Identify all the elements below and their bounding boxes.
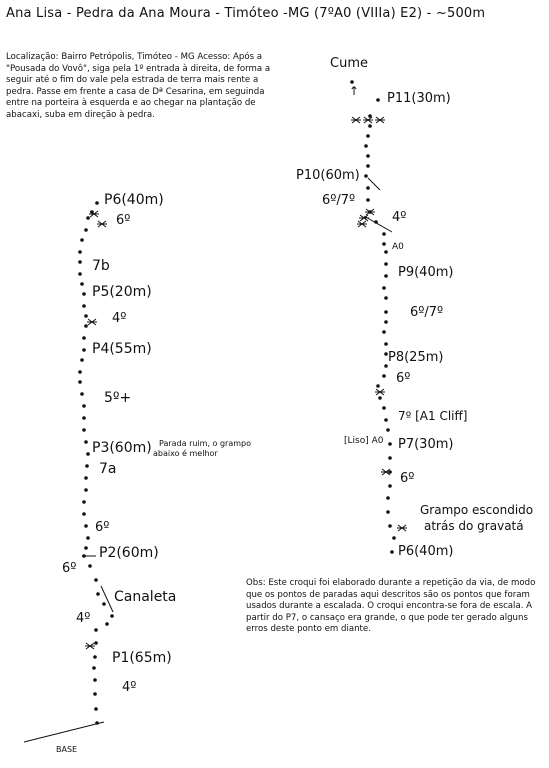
anchor-mark-11 <box>363 117 373 123</box>
right-dots-dot-3 <box>386 510 390 514</box>
right-dots-dot-30 <box>366 198 370 202</box>
left-dots-dot-24 <box>84 440 88 444</box>
p11-label: P11(30m) <box>387 91 451 106</box>
left-dots-dot-42 <box>80 238 84 242</box>
left-dots-dot-7 <box>94 628 98 632</box>
right-dots-dot-33 <box>366 164 370 168</box>
right-dots-dot-10 <box>384 418 388 422</box>
left-dots-dot-23 <box>86 452 90 456</box>
right-dots-dot-19 <box>384 320 388 324</box>
left-dots-dot-0 <box>95 721 99 725</box>
right-dots-dot-2 <box>388 524 392 528</box>
observation-text: Obs: Este croqui foi elaborado durante a repetição da via, de modo que os pontos de paradas aqui descritos são os pontos que foram usados durante a escalada. O croqui encontra-se fora de escala. A partir do P7, o cansaço era grande, o que pode ter gerado alguns erros deste ponto em diante. <box>246 578 536 635</box>
left-dots-dot-6 <box>94 641 98 645</box>
left-dots-dot-41 <box>78 250 82 254</box>
right-dots-dot-35 <box>364 144 368 148</box>
left-dots-dot-34 <box>84 324 88 328</box>
right-dots-dot-21 <box>384 296 388 300</box>
right-dots-dot-9 <box>386 428 390 432</box>
right-dots-dot-1 <box>392 536 396 540</box>
right-dots-dot-26 <box>382 242 386 246</box>
left-dots-dot-18 <box>82 512 86 516</box>
anchor-mark-10 <box>351 117 361 123</box>
p9-label: P9(40m) <box>398 265 454 280</box>
anchor-mark-3 <box>97 221 107 227</box>
right-dots-dot-28 <box>374 220 378 224</box>
left-dots-dot-25 <box>82 428 86 432</box>
p2-label: P2(60m) <box>99 545 159 561</box>
left-dots-dot-33 <box>82 336 86 340</box>
grade-6-p2: 6º <box>62 561 77 576</box>
p4-label: P4(55m) <box>92 341 152 357</box>
grade-6-above-p2: 6º <box>95 520 110 535</box>
p1-label: P1(65m) <box>112 650 172 666</box>
left-dots-dot-2 <box>93 692 97 696</box>
right-dots-dot-7 <box>388 456 392 460</box>
left-dots-dot-36 <box>82 304 86 308</box>
left-dots-dot-27 <box>82 404 86 408</box>
grade-6-p6: 6º <box>116 213 131 228</box>
grade-4-lower: 4º <box>122 680 137 695</box>
grade-4-p10: 4º <box>392 210 407 225</box>
base-line <box>24 722 104 742</box>
right-dots-dot-17 <box>384 342 388 346</box>
grade-4-canaleta: 4º <box>76 611 91 626</box>
right-dots-dot-31 <box>366 186 370 190</box>
anchor-mark-0 <box>85 643 95 649</box>
left-dots-dot-5 <box>93 655 97 659</box>
p10-pointer <box>368 178 380 190</box>
right-dots-dot-0 <box>390 550 394 554</box>
left-dots-dot-12 <box>94 578 98 582</box>
left-dots-dot-44 <box>86 216 90 220</box>
left-dots-dot-4 <box>92 666 96 670</box>
right-dots-dot-8 <box>388 442 392 446</box>
right-dots-dot-32 <box>364 174 368 178</box>
right-dots-dot-27 <box>382 232 386 236</box>
right-dots-dot-13 <box>376 384 380 388</box>
base-label: BASE <box>56 745 78 754</box>
left-dots-dot-32 <box>82 348 86 352</box>
left-dots-dot-9 <box>110 614 114 618</box>
grade-7b: 7b <box>92 258 110 274</box>
p5-label: P5(20m) <box>92 284 152 300</box>
anchor-mark-4 <box>397 525 407 531</box>
right-dots-dot-4 <box>386 496 390 500</box>
anchor-mark-7 <box>359 215 369 221</box>
grampo-note-line1: Grampo escondido <box>420 503 534 517</box>
p6-left-label: P6(40m) <box>104 192 164 208</box>
left-dots-dot-39 <box>78 272 82 276</box>
grade-5-plus: 5º+ <box>104 390 132 406</box>
grampo-note-line2: atrás do gravatá <box>424 519 524 533</box>
left-dots-dot-13 <box>88 564 92 568</box>
right-dots-dot-18 <box>382 330 386 334</box>
left-dots-dot-46 <box>95 201 99 205</box>
a0-label: A0 <box>392 242 404 252</box>
summit-label: Cume <box>330 56 368 71</box>
left-dots-dot-19 <box>82 500 86 504</box>
right-dots-dot-37 <box>368 124 372 128</box>
left-dots-dot-20 <box>84 488 88 492</box>
grade-6-p7: 6º <box>400 471 415 486</box>
anchor-mark-12 <box>375 117 385 123</box>
p10-label: P10(60m) <box>296 168 360 183</box>
right-dots-dot-36 <box>366 134 370 138</box>
topo-title: Ana Lisa - Pedra da Ana Moura - Timóteo -MG (7ºA0 (VIIIa) E2) - ~500m <box>6 6 486 21</box>
right-dots-dot-11 <box>382 406 386 410</box>
right-dots-dot-20 <box>384 310 388 314</box>
grade-4-p4: 4º <box>112 311 127 326</box>
grade-7a: 7a <box>99 461 117 477</box>
left-dots-dot-10 <box>102 602 106 606</box>
left-dots-dot-30 <box>78 370 82 374</box>
canaleta-pointer <box>101 586 113 612</box>
grade-7-a1-cliff: 7º [A1 Cliff] <box>398 409 468 423</box>
left-dots-dot-11 <box>96 592 100 596</box>
grade-6-7-mid: 6º/7º <box>410 305 444 320</box>
left-dots-dot-21 <box>84 476 88 480</box>
access-info-text: Localização: Bairro Petrópolis, Timóteo - MG Acesso: Após a "Pousada do Vovô", siga pela 1º entrada à direita, de forma a seguir até o fim do vale pela estrada de terra mais rente a pedra. Passe em frente a casa de Dª Cesarina, em seguinda entre na porteira à esquerda e ao chegar na plantação de abacaxi, suba em direção à pedra. <box>6 52 271 120</box>
p3-note-line2: abaixo é melhor <box>153 449 218 458</box>
left-dots-dot-15 <box>84 546 88 550</box>
left-dots-dot-35 <box>84 314 88 318</box>
right-dots-dot-25 <box>384 250 388 254</box>
anchor-mark-8 <box>365 209 375 215</box>
left-dots-dot-3 <box>93 678 97 682</box>
grade-6-7-top: 6º/7º <box>322 193 356 208</box>
left-dots-dot-43 <box>84 228 88 232</box>
anchor-mark-2 <box>89 211 99 217</box>
liso-a0-label: [Liso] A0 <box>344 436 384 446</box>
anchor-mark-9 <box>357 221 367 227</box>
left-dots-dot-37 <box>82 292 86 296</box>
right-dots-dot-14 <box>382 374 386 378</box>
canaleta-label: Canaleta <box>114 589 177 605</box>
anchor-mark-1 <box>87 319 97 325</box>
right-dots-dot-23 <box>384 274 388 278</box>
left-dots-dot-31 <box>80 358 84 362</box>
right-dots-dot-12 <box>378 396 382 400</box>
right-route-dots <box>350 80 396 554</box>
right-dots-dot-22 <box>382 286 386 290</box>
left-dots-dot-38 <box>80 282 84 286</box>
p7-label: P7(30m) <box>398 437 454 452</box>
left-dots-dot-40 <box>78 260 82 264</box>
p6-right-label: P6(40m) <box>398 544 454 559</box>
p3-label: P3(60m) <box>92 440 152 456</box>
left-dots-dot-26 <box>82 416 86 420</box>
left-dots-dot-29 <box>78 380 82 384</box>
right-dots-dot-39 <box>376 98 380 102</box>
right-dots-dot-34 <box>366 154 370 158</box>
grade-6-p8: 6º <box>396 371 411 386</box>
p3-note-line1: Parada ruim, o grampo <box>159 439 252 448</box>
left-dots-dot-1 <box>94 707 98 711</box>
left-dots-dot-14 <box>82 554 86 558</box>
left-dots-dot-16 <box>86 536 90 540</box>
left-dots-dot-17 <box>84 524 88 528</box>
right-dots-dot-24 <box>384 262 388 266</box>
p8-label: P8(25m) <box>388 350 444 365</box>
left-dots-dot-22 <box>85 464 89 468</box>
anchor-mark-5 <box>375 389 385 395</box>
anchor-mark-6 <box>381 469 391 475</box>
left-dots-dot-8 <box>105 622 109 626</box>
summit-arrow: ↑ <box>349 84 360 98</box>
left-dots-dot-28 <box>80 392 84 396</box>
right-dots-dot-5 <box>388 484 392 488</box>
